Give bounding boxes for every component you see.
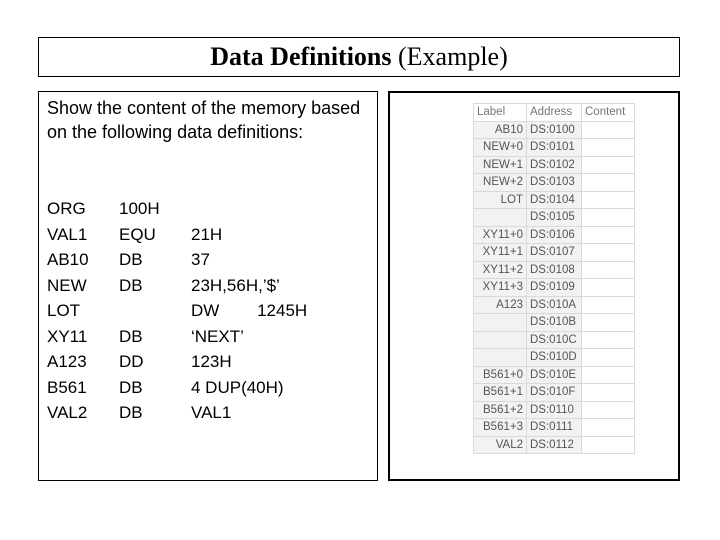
slide-title bbox=[38, 37, 680, 77]
cell-content bbox=[582, 244, 635, 262]
cell-address: DS:0101 bbox=[527, 139, 582, 157]
table-row bbox=[474, 279, 635, 297]
cell-label: NEW+0 bbox=[474, 139, 527, 157]
cell-content bbox=[582, 261, 635, 279]
code-row bbox=[47, 298, 367, 324]
cell-address: DS:0100 bbox=[527, 121, 582, 139]
table-row bbox=[474, 191, 635, 209]
code-row bbox=[47, 222, 367, 248]
table-row bbox=[474, 384, 635, 402]
table-row bbox=[474, 209, 635, 227]
cell-address: DS:0106 bbox=[527, 226, 582, 244]
cell-label: XY11+2 bbox=[474, 261, 527, 279]
title-normal: (Example) bbox=[391, 42, 508, 71]
cell-content bbox=[582, 366, 635, 384]
table-row bbox=[474, 419, 635, 437]
code-directive: DD bbox=[119, 352, 144, 371]
cell-label: XY11+0 bbox=[474, 226, 527, 244]
table-header-row bbox=[474, 104, 635, 122]
cell-address: DS:0104 bbox=[527, 191, 582, 209]
cell-label: B561+2 bbox=[474, 401, 527, 419]
code-operand: 123H bbox=[191, 352, 232, 371]
table-row bbox=[474, 366, 635, 384]
table-row bbox=[474, 226, 635, 244]
intro-text: Show the content of the memory based on the following data definitions: bbox=[47, 98, 361, 142]
cell-address: DS:0108 bbox=[527, 261, 582, 279]
cell-content bbox=[582, 209, 635, 227]
code-listing bbox=[47, 196, 367, 426]
title-bold: Data Definitions bbox=[210, 42, 392, 71]
table-row bbox=[474, 349, 635, 367]
cell-address: DS:010A bbox=[527, 296, 582, 314]
cell-content bbox=[582, 419, 635, 437]
cell-content bbox=[582, 191, 635, 209]
cell-address: DS:010D bbox=[527, 349, 582, 367]
code-directive: DB bbox=[119, 403, 143, 422]
header-content: Content bbox=[582, 104, 635, 122]
cell-content bbox=[582, 139, 635, 157]
table-row bbox=[474, 244, 635, 262]
code-operand: ‘NEXT’ bbox=[191, 326, 244, 346]
code-label: NEW bbox=[47, 275, 87, 295]
code-directive: DB bbox=[119, 377, 143, 397]
table-row bbox=[474, 156, 635, 174]
code-label: XY11 bbox=[47, 326, 88, 346]
cell-label: LOT bbox=[474, 191, 527, 209]
table-row bbox=[474, 401, 635, 419]
cell-content bbox=[582, 279, 635, 297]
table-row bbox=[474, 436, 635, 454]
table-row bbox=[474, 261, 635, 279]
cell-label: XY11+3 bbox=[474, 279, 527, 297]
cell-label bbox=[474, 349, 527, 367]
cell-label: B561+0 bbox=[474, 366, 527, 384]
cell-content bbox=[582, 226, 635, 244]
code-operand: VAL1 bbox=[191, 403, 232, 422]
cell-label: NEW+2 bbox=[474, 174, 527, 192]
code-label: B561 bbox=[47, 377, 87, 397]
cell-label bbox=[474, 331, 527, 349]
header-address: Address bbox=[527, 104, 582, 122]
table-row bbox=[474, 296, 635, 314]
table-row bbox=[474, 314, 635, 332]
cell-content bbox=[582, 156, 635, 174]
cell-label bbox=[474, 314, 527, 332]
cell-content bbox=[582, 349, 635, 367]
cell-label: B561+3 bbox=[474, 419, 527, 437]
cell-address: DS:0110 bbox=[527, 401, 582, 419]
cell-label: A123 bbox=[474, 296, 527, 314]
table-row bbox=[474, 174, 635, 192]
code-row bbox=[47, 349, 367, 375]
code-directive: DB bbox=[119, 326, 143, 346]
cell-address: DS:0103 bbox=[527, 174, 582, 192]
cell-address: DS:010B bbox=[527, 314, 582, 332]
code-directive: DB bbox=[119, 250, 143, 269]
code-operand: 23H,56H,’$’ bbox=[191, 275, 280, 295]
cell-content bbox=[582, 314, 635, 332]
code-row bbox=[47, 375, 367, 401]
code-label: ORG bbox=[47, 199, 86, 218]
cell-label: NEW+1 bbox=[474, 156, 527, 174]
code-directive: DB bbox=[119, 275, 143, 295]
code-row bbox=[47, 324, 367, 350]
code-row bbox=[47, 247, 367, 273]
cell-label: B561+1 bbox=[474, 384, 527, 402]
cell-content bbox=[582, 384, 635, 402]
header-label: Label bbox=[474, 104, 527, 122]
cell-address: DS:010E bbox=[527, 366, 582, 384]
definitions-panel bbox=[38, 91, 378, 481]
code-operand: 21H bbox=[191, 224, 223, 244]
code-row bbox=[47, 196, 367, 222]
code-label: LOT bbox=[47, 301, 81, 320]
cell-content bbox=[582, 296, 635, 314]
cell-address: DS:0111 bbox=[527, 419, 582, 437]
code-label: AB10 bbox=[47, 250, 89, 269]
memory-table bbox=[473, 103, 635, 454]
code-operand: 4 DUP(40H) bbox=[191, 377, 284, 397]
cell-content bbox=[582, 121, 635, 139]
cell-address: DS:0107 bbox=[527, 244, 582, 262]
code-row bbox=[47, 400, 367, 426]
cell-address: DS:0109 bbox=[527, 279, 582, 297]
table-row bbox=[474, 121, 635, 139]
cell-label: AB10 bbox=[474, 121, 527, 139]
code-row bbox=[47, 273, 367, 299]
cell-content bbox=[582, 401, 635, 419]
table-row bbox=[474, 139, 635, 157]
code-directive: 100H bbox=[119, 199, 160, 218]
memory-panel bbox=[388, 91, 680, 481]
cell-address: DS:010C bbox=[527, 331, 582, 349]
code-operand: DW 1245H bbox=[191, 301, 308, 320]
cell-address: DS:010F bbox=[527, 384, 582, 402]
code-operand: 37 bbox=[191, 250, 210, 269]
cell-label: VAL2 bbox=[474, 436, 527, 454]
table-row bbox=[474, 331, 635, 349]
cell-content bbox=[582, 436, 635, 454]
cell-address: DS:0102 bbox=[527, 156, 582, 174]
code-label: A123 bbox=[47, 352, 87, 371]
cell-label: XY11+1 bbox=[474, 244, 527, 262]
code-directive: EQU bbox=[119, 224, 156, 244]
cell-content bbox=[582, 331, 635, 349]
code-label: VAL2 bbox=[47, 403, 88, 422]
cell-address: DS:0112 bbox=[527, 436, 582, 454]
code-label: VAL1 bbox=[47, 224, 88, 244]
cell-address: DS:0105 bbox=[527, 209, 582, 227]
cell-content bbox=[582, 174, 635, 192]
cell-label bbox=[474, 209, 527, 227]
